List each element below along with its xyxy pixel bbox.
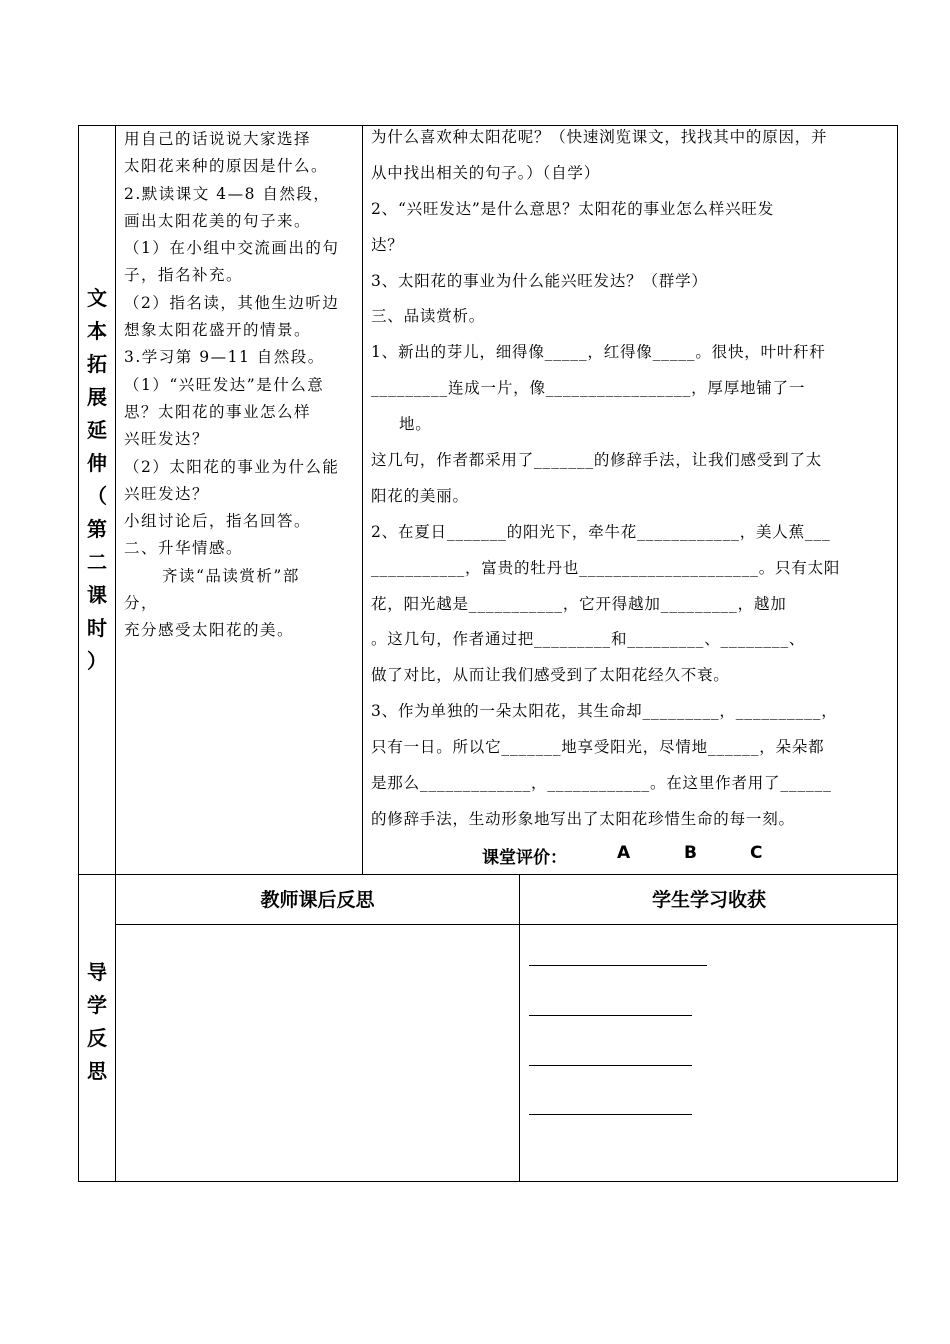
text-line: 分， [124,594,159,613]
text-line: 2.默读课文 4—8 自然段， [124,184,331,203]
text-line: ___________，富贵的牡丹也_____________________。只有太阳 [371,558,841,577]
text-line: 用自己的话说说大家选择 [124,130,312,148]
text-line: （2）指名读，其他生边听边 [124,293,340,312]
teacher-reflection-header: 教师课后反思 [260,889,375,911]
text-line: 地。 [399,415,432,434]
text-line: （1）“兴旺发达”是什么意 [124,375,325,394]
text-line: 只有一日。所以它_______地享受阳光，尽情地______，朵朵都 [371,738,825,757]
text-line: 为什么喜欢种太阳花呢？（快速浏览课文，找找其中的原因，并 [371,128,828,146]
text-line: 齐读“品读赏析”部 [162,566,300,585]
section-title-reflection: 导 学 反 思 [87,960,107,1083]
grade-a: A [617,843,631,863]
teacher-activities [124,126,358,645]
evaluation-label: 课堂评价： [482,848,567,868]
grade-c: C [750,843,763,863]
classroom-evaluation [482,843,782,867]
text-line: 达？ [371,235,404,254]
text-line: 3、作为单独的一朵太阳花，其生命却_________，__________， [371,702,838,721]
teacher-reflection-area[interactable] [116,925,519,1181]
text-line: 2、“兴旺发达”是什么意思？太阳花的事业怎么样兴旺发 [371,199,775,218]
text-line: 的修辞手法，生动形象地写出了太阳花珍惜生命的每一刻。 [371,809,795,828]
text-line: 3、太阳花的事业为什么能兴旺发达？（群学） [371,271,708,290]
text-line: 阳花的美丽。 [371,486,469,505]
text-line: 二、升华情感。 [124,539,244,558]
text-line: 做了对比，从而让我们感受到了太阳花经久不衰。 [371,666,730,685]
text-line: 2、在夏日_______的阳光下，牵牛花____________，美人蕉___ [371,522,831,541]
text-line: 是那么_____________，____________。在这里作者用了______ [371,774,832,793]
text-line: （1）在小组中交流画出的句 [124,239,340,258]
section-title-extension: 文 本 拓 展 延 伸 （ 第 二 课 时 ） [87,286,107,673]
text-line: 思？太阳花的事业怎么样 [124,402,312,421]
student-tasks [371,120,893,838]
grade-b: B [684,843,697,863]
answer-line[interactable] [529,1015,692,1016]
text-line: 充分感受太阳花的美。 [124,621,295,640]
text-line: 兴旺发达？ [124,430,210,449]
text-line: 这几句，作者都采用了_______的修辞手法，让我们感受到了太 [371,451,823,470]
answer-line[interactable] [529,1114,692,1115]
answer-line[interactable] [529,1065,692,1066]
text-line: 画出太阳花美的句子来。 [124,211,312,230]
text-line: _________连成一片，像_________________，厚厚地铺了一 [371,379,806,398]
text-line: （2）太阳花的事业为什么能 [124,457,340,476]
col-divider-upper [362,125,363,874]
text-line: 兴旺发达？ [124,484,210,503]
student-gains-area[interactable] [520,925,898,1181]
text-line: 想象太阳花盛开的情景。 [124,321,312,340]
answer-line[interactable] [529,965,707,966]
text-line: 花，阳光越是___________，它开得越加_________，越加 [371,594,787,613]
text-line: 小组讨论后，指名回答。 [124,512,312,531]
text-line: 子，指名补充。 [124,266,244,285]
text-line: 。这几句，作者通过把_________和_________、________、 [371,630,806,649]
text-line: 三、品读赏析。 [371,307,486,326]
text-line: 太阳花来种的原因是什么。 [124,157,329,176]
text-line: 3.学习第 9—11 自然段。 [124,348,325,367]
text-line: 从中找出相关的句子。）（自学） [371,163,601,182]
student-gains-header: 学生学习收获 [651,889,766,911]
text-line: 1、新出的芽儿，细得像_____，红得像_____。很快，叶叶秆秆 [371,343,826,362]
